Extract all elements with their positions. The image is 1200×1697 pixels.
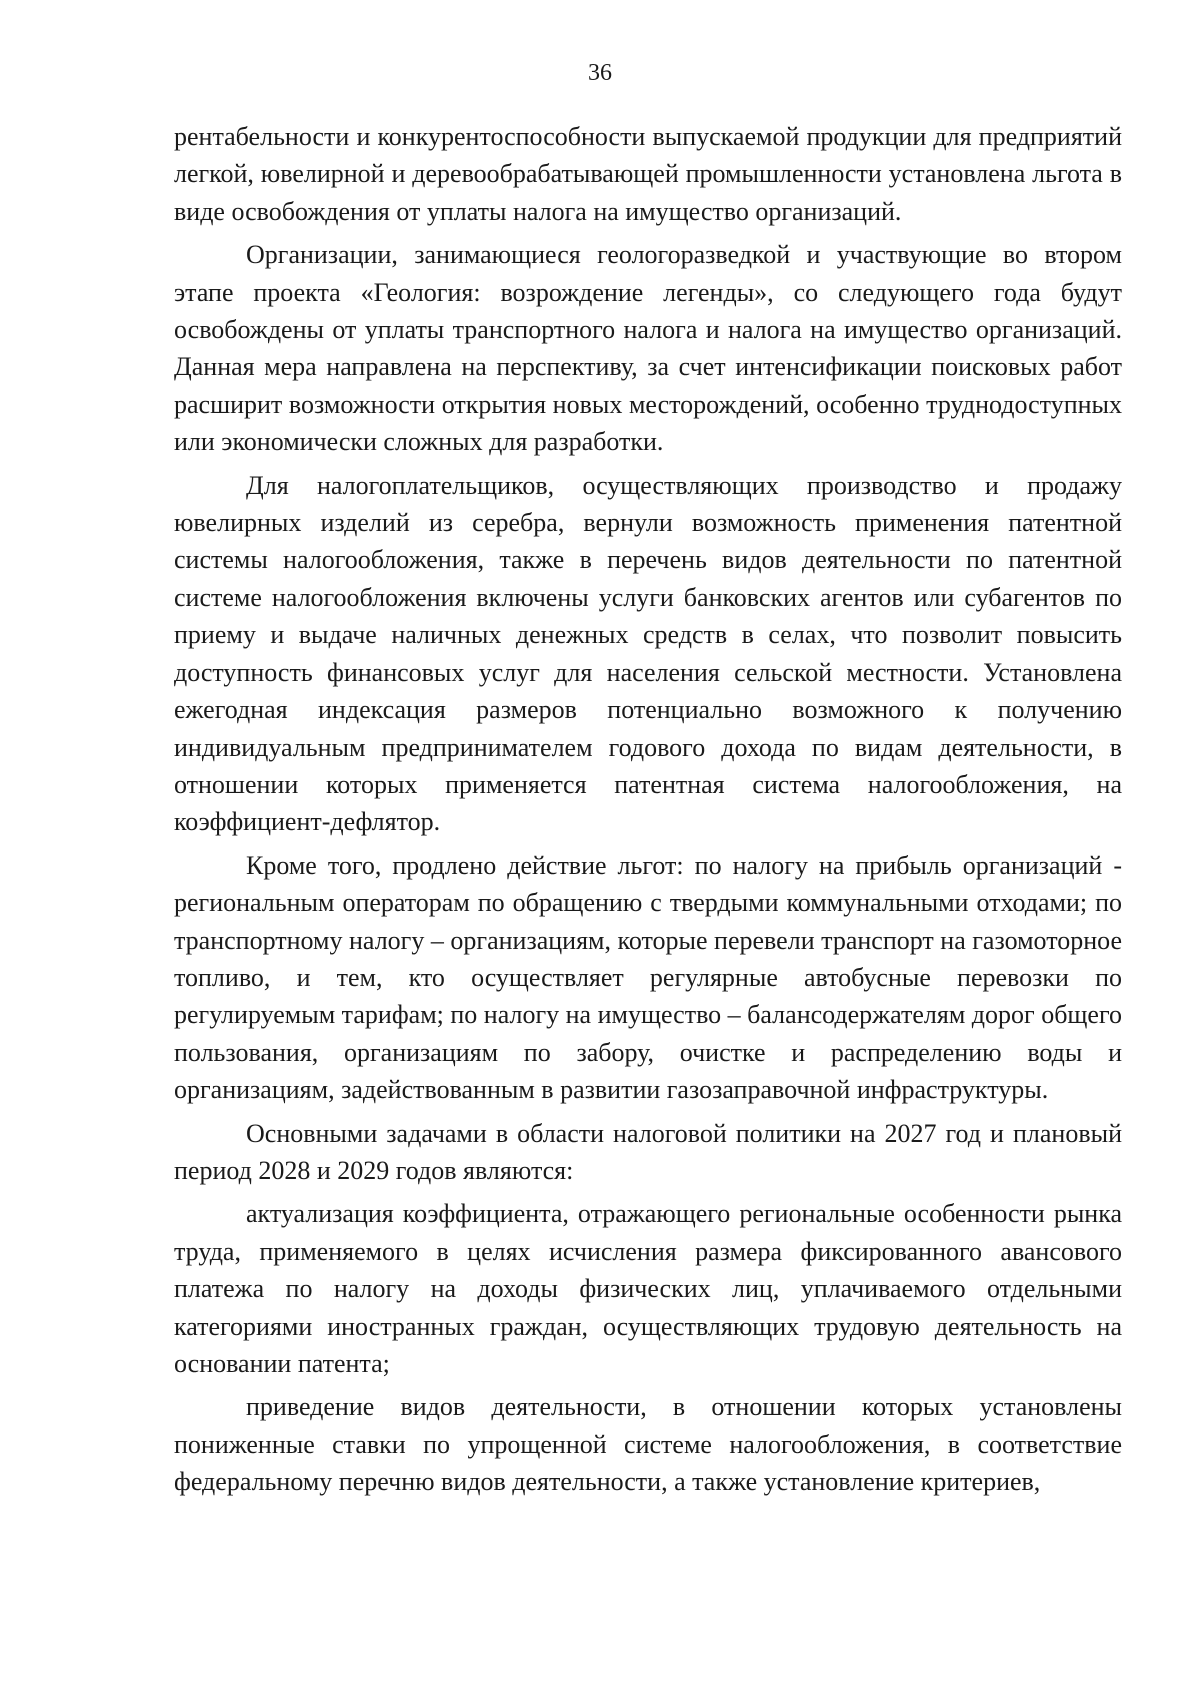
paragraph-patent-system: Для налогоплательщиков, осуществляющих производство и продажу ювелирных изделий из серебра, вернули возможность применения патентной системы налогообложения, также в перечень видов деятельности по патентной системе налогообложения включены услуги банковских агентов или субагентов по приему и выдаче наличных денежных средств в селах, что позволит повысить доступность финансовых услуг для населения сельской местности. Установлена ежегодная индексация размеров потенциально возможного к получению индивидуальным предпринимателем годового дохода по видам деятельности, в отношении которых применяется патентная система налогообложения, на коэффициент-дефлятор. [174, 470, 1122, 837]
paragraph-main-tasks-intro: Основными задачами в области налоговой политики на 2027 год и плановый период 2028 и 2029 годов являются: [174, 1118, 1122, 1185]
paragraph-extended-benefits: Кроме того, продлено действие льгот: по налогу на прибыль организаций - региональным операторам по обращению с твердыми коммунальными отходами; по транспортному налогу – организациям, которые перевели транспорт на газомоторное топливо, и тем, кто осуществляет регулярные автобусные перевозки по регулируемым тарифам; по налогу на имущество – балансодержателям дорог общего пользования, организациям по забору, очистке и распределению воды и организациям, задействованным в развитии газозаправочной инфраструктуры. [174, 850, 1122, 1105]
paragraph-task-reduced-rates: приведение видов деятельности, в отношении которых установлены пониженные ставки по упрощенной системе налогообложения, в соответствие федеральному перечню видов деятельности, а также установление критериев, [174, 1392, 1122, 1497]
page-number: 36 [588, 60, 612, 86]
paragraph-geology-exemption: Организации, занимающиеся геологоразведкой и участвующие во втором этапе проекта «Геология: возрождение легенды», со следующего года будут освобождены от уплаты транспортного налога и налога на имущество организаций. Данная мера направлена на перспективу, за счет интенсификации поисковых работ расширит возможности открытия новых месторождений, особенно труднодоступных или экономически сложных для разработки. [174, 240, 1122, 457]
paragraph-task-coefficient: актуализация коэффициента, отражающего региональные особенности рынка труда, применяемого в целях исчисления размера фиксированного авансового платежа по налогу на доходы физических лиц, уплачиваемого отдельными категориями иностранных граждан, осуществляющих трудовую деятельность на основании патента; [174, 1199, 1122, 1378]
document-body [174, 118, 1122, 1507]
paragraph-continuation: рентабельности и конкурентоспособности выпускаемой продукции для предприятий легкой, ювелирной и деревообрабатывающей промышленности установлена льгота в виде освобождения от уплаты налога на имущество организаций. [174, 122, 1122, 226]
